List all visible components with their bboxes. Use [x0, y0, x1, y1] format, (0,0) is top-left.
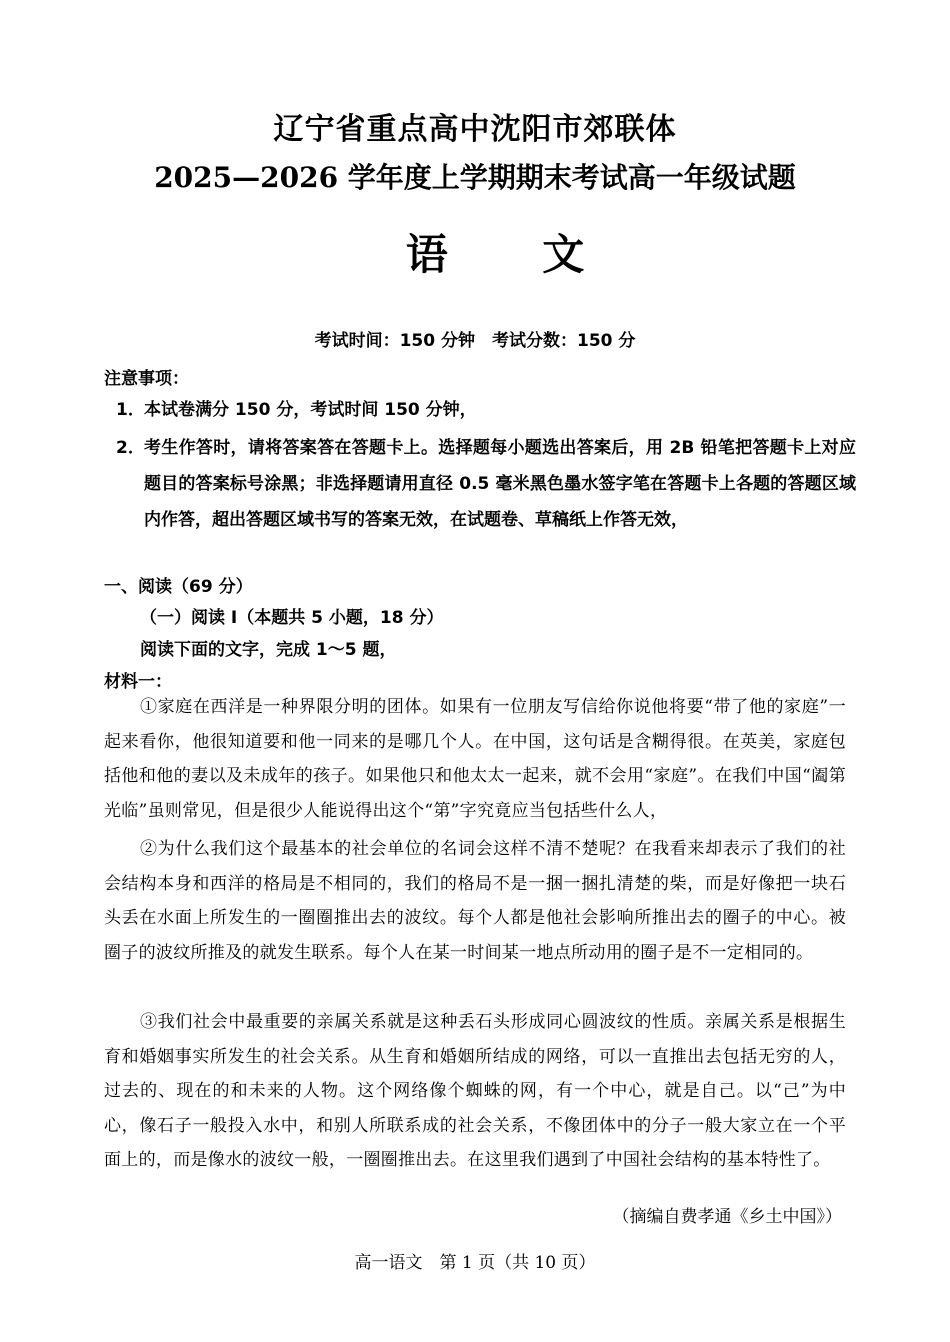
exam-title-line-2: 2025—2026 学年度上学期期末考试高一年级试题 [154, 161, 796, 194]
notice-item-number: 1． [116, 400, 145, 420]
passage-paragraph-3: ③我们社会中最重要的亲属关系就是这种丢石头形成同心圆波纹的性质。亲属关系是根据生育和婚姻事实所发生的社会关系。从生育和婚姻所结成的网络，可以一直推出去包括无穷的人，过去的、现在的和未来的人物。这个网络像个蜘蛛的网，有一个中心，就是自己。以“己”为中心，像石子一般投入水中，和别人所联系成的社会关系，不像团体中的分子一般大家立在一个平面上的，而是像水的波纹一般，一圈圈推出去。在这里我们遇到了中国社会结构的基本特性了。 [104, 1012, 846, 1170]
material-label: 材料一： [104, 672, 172, 692]
passage-source: （摘编自费孝通《乡土中国》） [612, 1207, 842, 1227]
notice-item [116, 430, 856, 538]
notice-item-text: 考生作答时，请将答案答在答题卡上。选择题每小题选出答案后，用 2B 铅笔把答题卡上对应题目的答案标号涂黑；非选择题请用直径 0.5 毫米黑色墨水签字笔在答题卡上各题的答题区域内作答，超出答题区域书写的答案无效，在试题卷、草稿纸上作答无效， [144, 438, 856, 530]
notice-heading: 注意事项： [104, 369, 189, 389]
passage-paragraph-2: ②为什么我们这个最基本的社会单位的名词会这样不清不楚呢？在我看来却表示了我们的社会结构本身和西洋的格局是不相同的，我们的格局不是一捆一捆扎清楚的柴，而是好像把一块石头丢在水面上所发生的一圈圈推出去的波纹。每个人都是他社会影响所推出去的圈子的中心。被圈子的波纹所推及的就发生联系。每个人在某一时间某一地点所动用的圈子是不一定相同的。 [104, 839, 846, 963]
notice-item-number: 2． [116, 438, 145, 458]
page-footer: 高一语文 第 1 页（共 10 页） [354, 1253, 596, 1273]
subject-title: 语 文 [405, 230, 625, 279]
notice-item [116, 392, 856, 428]
notice-item-text: 本试卷满分 150 分，考试时间 150 分钟， [144, 400, 477, 420]
exam-title-line-1: 辽宁省重点高中沈阳市郊联体 [273, 112, 677, 147]
exam-info: 考试时间：150 分钟 考试分数：150 分 [314, 331, 636, 351]
subsection-heading: （一）阅读 I（本题共 5 小题，18 分） [140, 608, 444, 628]
section-heading: 一、阅读（69 分） [104, 577, 253, 597]
reading-instruction: 阅读下面的文字，完成 1～5 题， [140, 640, 397, 660]
passage-paragraph-1: ①家庭在西洋是一种界限分明的团体。如果有一位朋友写信给你说他将要“带了他的家庭”一起来看你，他很知道要和他一同来的是哪几个人。在中国，这句话是含糊得很。在英美，家庭包括他和他的妻以及未成年的孩子。如果他只和他太太一起来，就不会用“家庭”。在我们中国“阖第光临”虽则常见，但是很少人能说得出这个“第”字究竟应当包括些什么人， [104, 697, 846, 821]
